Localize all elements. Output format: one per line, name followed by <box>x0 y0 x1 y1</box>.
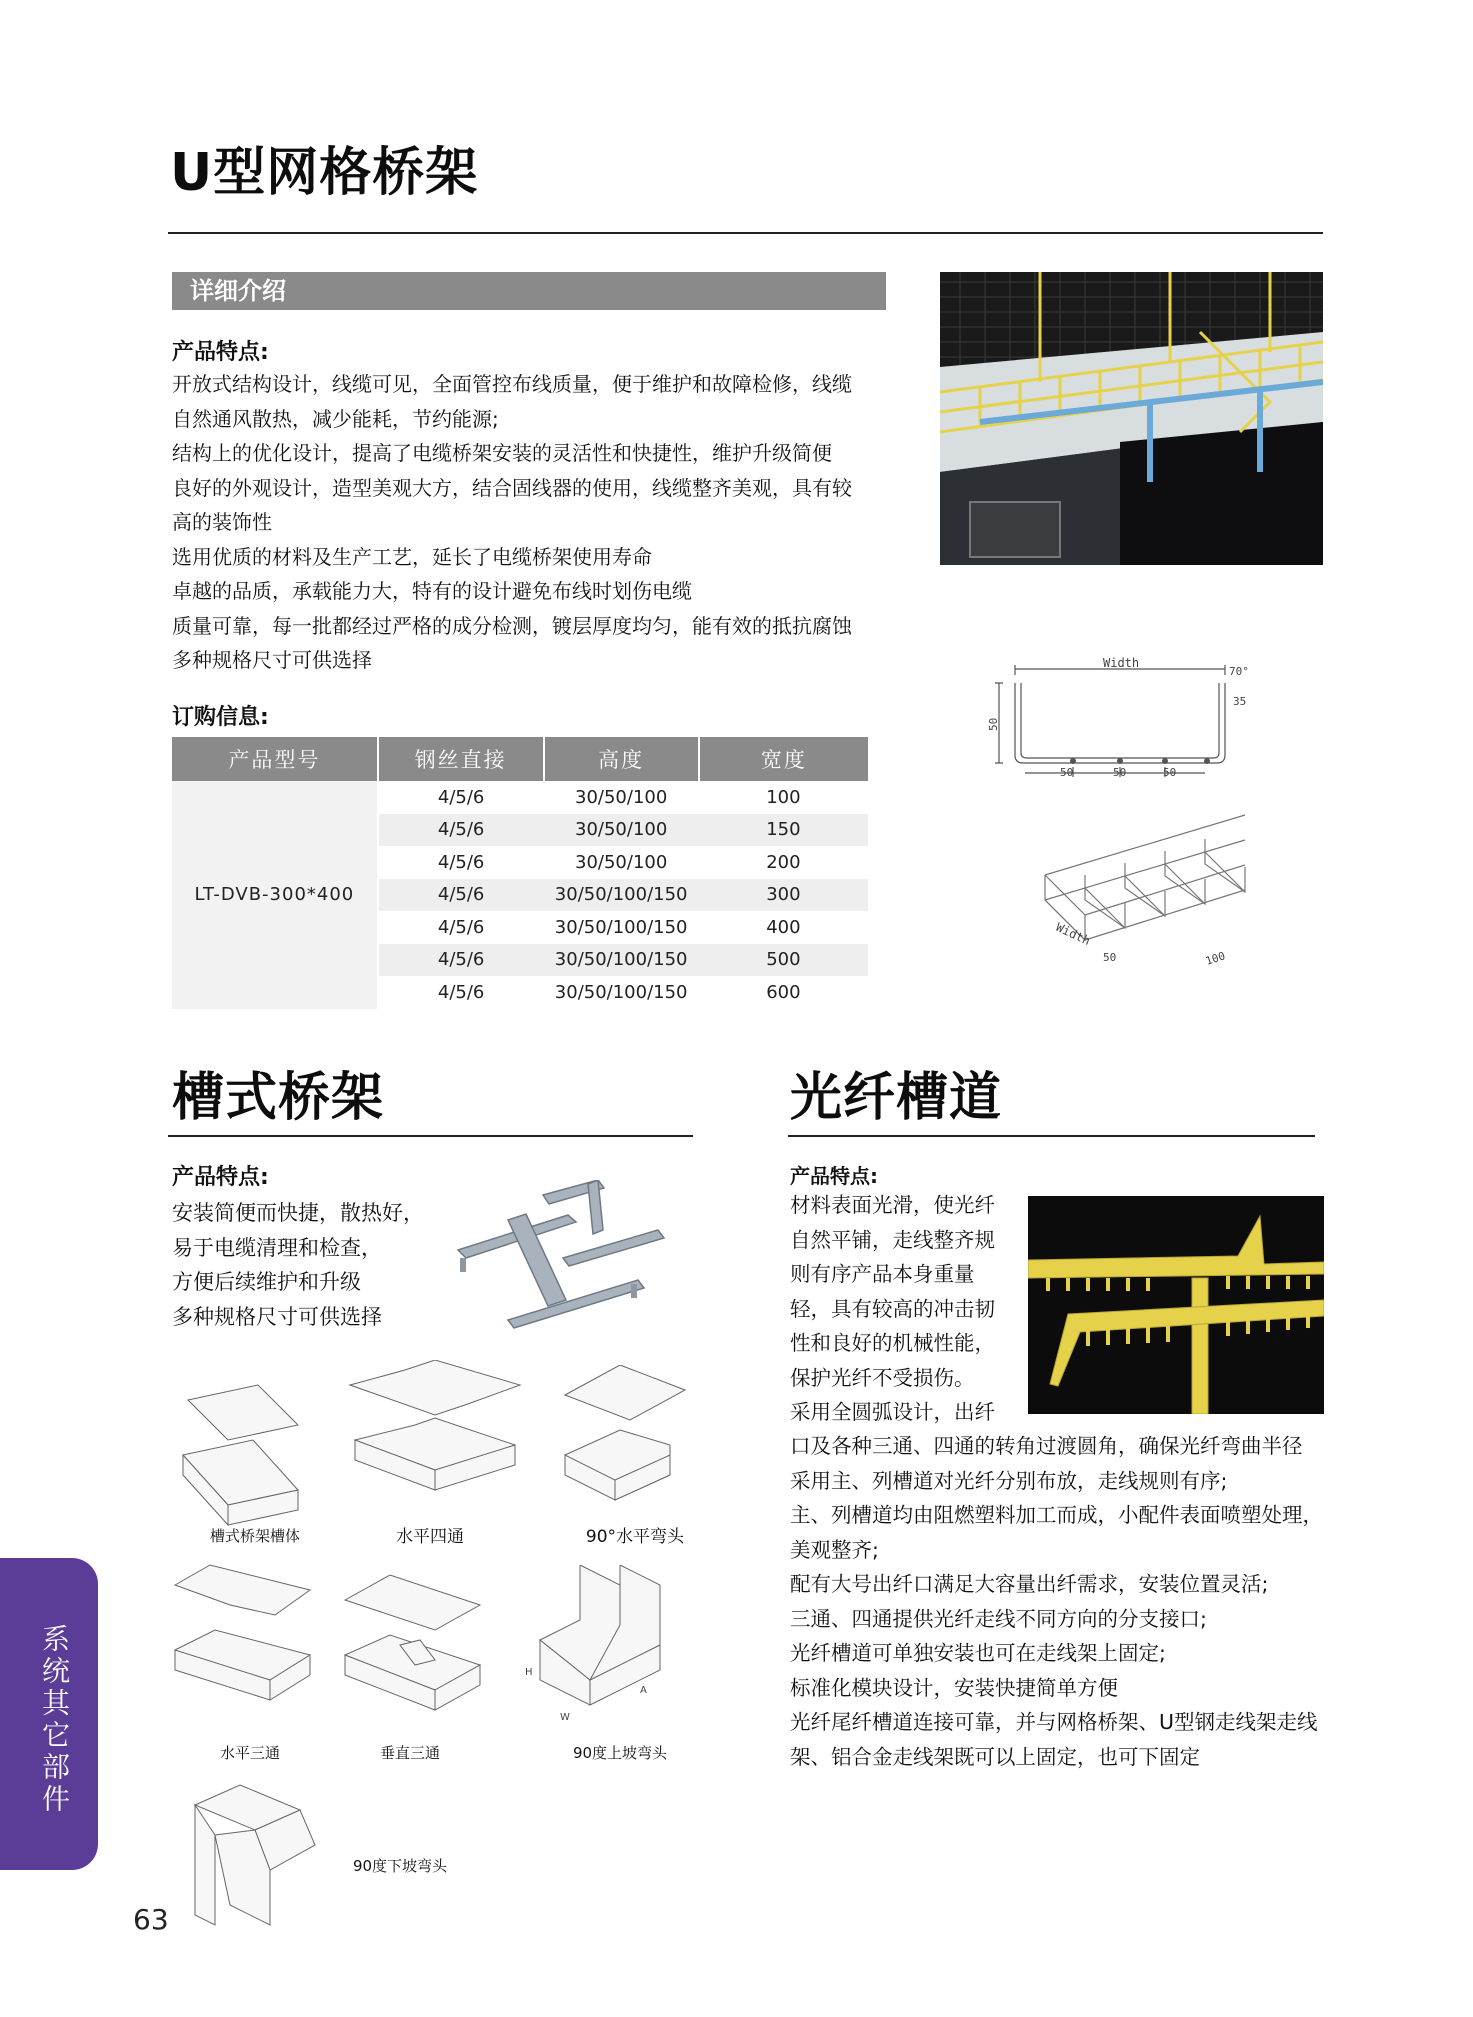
side-tab <box>0 1558 98 1870</box>
s2-feature-line: 方便后续维护和升级 <box>172 1270 361 1294</box>
s3-feature-line: 光纤尾纤槽道连接可靠，并与网格桥架、U型钢走线架走线 <box>790 1710 1318 1734</box>
height-cell: 30/50/100/150 <box>554 981 688 1003</box>
width-cell: 500 <box>699 944 868 977</box>
width-cell: 100 <box>766 786 801 808</box>
s2-feature-line: 多种规格尺寸可供选择 <box>172 1304 382 1329</box>
s3-feature-line: 性和良好的机械性能， <box>790 1331 995 1355</box>
label-iso-100: 100 <box>1203 949 1227 968</box>
label-a: A <box>640 1685 647 1696</box>
s3-feature-line: 口及各种三通、四通的转角过渡圆角，确保光纤弯曲半径 <box>790 1434 1303 1458</box>
label-dim-3: 50 <box>1163 766 1177 779</box>
height-cell: 30/50/100 <box>544 814 699 847</box>
label-35: 35 <box>1233 695 1247 708</box>
page-number: 63 <box>133 1903 169 1936</box>
s3-feature-line: 三通、四通提供光纤走线不同方向的分支接口; <box>790 1606 1207 1631</box>
label-h: H <box>525 1667 533 1678</box>
s1-features-text <box>172 367 852 678</box>
label-iso-50: 50 <box>1103 951 1117 964</box>
s1-feature-line: 选用优质的材料及生产工艺，延长了电缆桥架使用寿命 <box>172 544 652 569</box>
s2-feature-line: 易于电缆清理和检查， <box>172 1235 382 1260</box>
spec-table-wrap <box>172 737 868 1009</box>
section3-rule <box>788 1135 1315 1137</box>
wire-cell: 4/5/6 <box>437 981 485 1003</box>
s1-feature-line: 高的装饰性 <box>172 510 272 534</box>
up-slope-elbow-drawing <box>520 1565 685 1735</box>
label-dim-2: 50 <box>1113 766 1127 779</box>
horizontal-cross-drawing <box>345 1360 525 1515</box>
height-cell: 30/50/100/150 <box>544 879 699 912</box>
s3-feature-line: 轻，具有较高的冲击韧 <box>790 1296 995 1321</box>
width-cell: 150 <box>699 814 868 847</box>
s1-feature-line: 良好的外观设计，造型美观大方，结合固线器的使用，线缆整齐美观，具有较 <box>172 475 852 500</box>
label-w: W <box>560 1712 570 1723</box>
s3-features-text-narrow <box>790 1188 995 1430</box>
caption-horizontal-cross: 水平四通 <box>396 1527 464 1547</box>
trough-body-drawing <box>178 1380 308 1530</box>
s3-features-heading: 产品特点: <box>790 1164 878 1188</box>
height-cell: 30/50/100/150 <box>554 916 688 938</box>
section1-title: U型网格桥架 <box>170 143 479 203</box>
th-width: 宽度 <box>699 737 868 781</box>
s3-feature-line: 配有大号出纤口满足大容量出纤需求，安装位置灵活; <box>790 1572 1269 1596</box>
s1-feature-line: 自然通风散热，减少能耗，节约能源; <box>172 406 499 431</box>
s3-feature-line: 标准化模块设计，安装快捷简单方便 <box>790 1675 1118 1700</box>
s3-feature-line: 保护光纤不受损伤。 <box>790 1365 975 1390</box>
caption-up-slope-elbow: 90度上坡弯头 <box>572 1744 668 1762</box>
fiber-channel-image <box>1028 1196 1324 1414</box>
spec-table <box>172 737 868 1009</box>
s3-feature-line: 则有序产品本身重量 <box>790 1262 975 1286</box>
side-tab-label: 系统其它部件 <box>38 1624 71 1816</box>
height-cell: 30/50/100 <box>575 851 668 873</box>
section2-title: 槽式桥架 <box>172 1068 385 1128</box>
s1-feature-line: 多种规格尺寸可供选择 <box>172 648 372 672</box>
down-slope-elbow-drawing <box>170 1775 335 1935</box>
detail-bar: 详细介绍 <box>172 272 886 310</box>
table-row <box>172 781 868 814</box>
s3-feature-line: 采用主、列槽道对光纤分别布放，走线规则有序; <box>790 1468 1228 1493</box>
s2-features-heading: 产品特点: <box>172 1165 269 1190</box>
horizontal-tee-drawing <box>170 1560 315 1720</box>
caption-horizontal-elbow: 90°水平弯头 <box>585 1527 685 1547</box>
s3-feature-line: 光纤槽道可单独安装也可在走线架上固定; <box>790 1641 1166 1665</box>
wire-cell: 4/5/6 <box>378 879 544 912</box>
model-cell: LT-DVB-300*400 <box>172 781 378 1009</box>
section1-rule <box>168 232 1323 234</box>
section2-rule <box>168 1135 693 1137</box>
label-width-top: Width <box>1103 656 1140 670</box>
s3-feature-line: 主、列槽道均由阻燃塑料加工而成，小配件表面喷塑处理， <box>790 1503 1323 1527</box>
label-dim-1: 50 <box>1060 766 1074 779</box>
wire-cell: 4/5/6 <box>378 814 544 847</box>
wire-cell: 4/5/6 <box>378 944 544 977</box>
wire-cell: 4/5/6 <box>437 851 485 873</box>
section3-title: 光纤槽道 <box>790 1068 1003 1128</box>
th-height: 高度 <box>544 737 699 781</box>
label-h50: 50 <box>987 717 1000 731</box>
width-cell: 200 <box>766 851 801 873</box>
s3-feature-line: 材料表面光滑，使光纤 <box>790 1193 995 1217</box>
s3-feature-line: 美观整齐; <box>790 1537 879 1562</box>
s3-feature-line: 架、铝合金走线架既可以上固定，也可下固定 <box>790 1744 1200 1769</box>
s1-feature-line: 结构上的优化设计，提高了电缆桥架安装的灵活性和快捷性，维护升级简便 <box>172 441 832 465</box>
tray-assembly-image <box>448 1180 678 1340</box>
mesh-tray-photo <box>940 272 1323 565</box>
s1-feature-line: 卓越的品质，承载能力大，特有的设计避免布线时划伤电缆 <box>172 579 692 603</box>
s3-feature-line: 自然平铺，走线整齐规 <box>790 1227 995 1252</box>
caption-trough-body: 槽式桥架槽体 <box>209 1527 300 1545</box>
order-heading: 订购信息: <box>172 705 269 730</box>
caption-down-slope-elbow: 90度下坡弯头 <box>352 1857 448 1875</box>
s3-feature-line: 采用全圆弧设计，出纤 <box>790 1400 995 1424</box>
horizontal-elbow-drawing <box>560 1365 690 1515</box>
width-cell: 400 <box>766 916 801 938</box>
height-cell: 30/50/100 <box>575 786 668 808</box>
spec-table-body <box>172 781 868 1009</box>
wire-cell: 4/5/6 <box>437 786 485 808</box>
caption-horizontal-tee: 水平三通 <box>219 1744 280 1762</box>
s1-feature-line: 质量可靠，每一批都经过严格的成分检测，镀层厚度均匀，能有效的抵抗腐蚀 <box>172 613 852 638</box>
s2-features-text <box>172 1196 424 1334</box>
th-wire: 钢丝直接 <box>378 737 544 781</box>
width-cell: 600 <box>766 981 801 1003</box>
vertical-tee-drawing <box>340 1570 490 1730</box>
height-cell: 30/50/100/150 <box>544 944 699 977</box>
label-width-iso: Width <box>1053 920 1093 948</box>
s1-feature-line: 开放式结构设计，线缆可见，全面管控布线质量，便于维护和故障检修，线缆 <box>172 372 852 396</box>
s3-features-text-wide <box>790 1429 1323 1774</box>
s1-features-heading: 产品特点: <box>172 340 269 365</box>
caption-vertical-tee: 垂直三通 <box>379 1744 440 1762</box>
label-70: 70° <box>1229 665 1249 678</box>
s2-feature-line: 安装简便而快捷，散热好， <box>172 1201 424 1225</box>
isometric-drawing <box>1025 805 1255 975</box>
width-cell: 300 <box>699 879 868 912</box>
section-drawing <box>985 655 1255 780</box>
th-model: 产品型号 <box>172 737 378 781</box>
wire-cell: 4/5/6 <box>437 916 485 938</box>
